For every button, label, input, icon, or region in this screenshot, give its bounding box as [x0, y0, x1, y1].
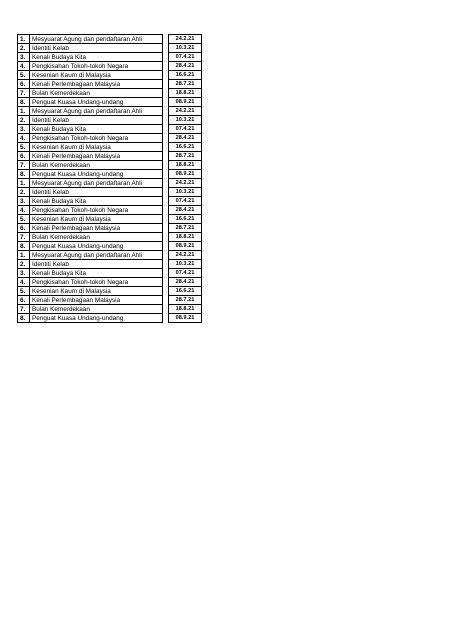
row-number-cell: 5.: [18, 71, 30, 80]
date-cell: 07.4.21: [169, 269, 202, 278]
table-row: [18, 170, 202, 179]
activity-cell: Bulan Kemerdekaan: [30, 89, 163, 98]
row-number-cell: 2.: [18, 188, 30, 197]
row-number-cell: 4.: [18, 62, 30, 71]
date-cell: 16.6.21: [169, 143, 202, 152]
row-number-cell: 1.: [18, 179, 30, 188]
table-row: [18, 53, 202, 62]
table-row: [18, 233, 202, 242]
row-number-cell: 8.: [18, 314, 30, 323]
activity-cell: Kenali Budaya Kita: [30, 53, 163, 62]
table-row: [18, 89, 202, 98]
date-cell: 18.8.21: [169, 161, 202, 170]
date-cell: 08.9.21: [169, 314, 202, 323]
row-number-cell: 2.: [18, 116, 30, 125]
activity-cell: Bulan Kemerdekaan: [30, 161, 163, 170]
row-number-cell: 6.: [18, 296, 30, 305]
activity-cell: Kenali Budaya Kita: [30, 125, 163, 134]
date-cell: 10.3.21: [169, 260, 202, 269]
activity-cell: Identiti Kelab: [30, 116, 163, 125]
activity-cell: Kenali Perlembagaan Malaysia: [30, 80, 163, 89]
table-row: [18, 71, 202, 80]
date-cell: 08.9.21: [169, 98, 202, 107]
date-cell: 28.7.21: [169, 224, 202, 233]
table-row: [18, 224, 202, 233]
date-cell: 24.2.21: [169, 35, 202, 44]
row-number-cell: 4.: [18, 278, 30, 287]
row-number-cell: 7.: [18, 89, 30, 98]
table-row: [18, 206, 202, 215]
table-row: [18, 107, 202, 116]
date-cell: 10.3.21: [169, 116, 202, 125]
table-row: [18, 161, 202, 170]
row-number-cell: 7.: [18, 233, 30, 242]
table-row: [18, 287, 202, 296]
activity-cell: Kenali Budaya Kita: [30, 269, 163, 278]
date-cell: 18.8.21: [169, 233, 202, 242]
activity-schedule-table: [17, 34, 202, 323]
date-cell: 16.6.21: [169, 215, 202, 224]
row-number-cell: 4.: [18, 134, 30, 143]
activity-cell: Identiti Kelab: [30, 44, 163, 53]
row-number-cell: 2.: [18, 260, 30, 269]
table-row: [18, 305, 202, 314]
row-number-cell: 8.: [18, 170, 30, 179]
table-row: [18, 116, 202, 125]
date-cell: 28.4.21: [169, 278, 202, 287]
table-row: [18, 44, 202, 53]
table-row: [18, 296, 202, 305]
table-row: [18, 35, 202, 44]
activity-cell: Pengkisahan Tokoh-tokoh Negara: [30, 134, 163, 143]
activity-cell: Pengkisahan Tokoh-tokoh Negara: [30, 206, 163, 215]
row-number-cell: 3.: [18, 197, 30, 206]
table-row: [18, 62, 202, 71]
table-row: [18, 134, 202, 143]
table-row: [18, 242, 202, 251]
date-cell: 24.2.21: [169, 251, 202, 260]
date-cell: 18.8.21: [169, 305, 202, 314]
table-row: [18, 197, 202, 206]
date-cell: 28.7.21: [169, 296, 202, 305]
date-cell: 08.9.21: [169, 242, 202, 251]
table-row: [18, 215, 202, 224]
date-cell: 28.4.21: [169, 62, 202, 71]
date-cell: 16.6.21: [169, 287, 202, 296]
activity-cell: Kesenian Kaum di Malaysia: [30, 71, 163, 80]
row-number-cell: 7.: [18, 305, 30, 314]
date-cell: 07.4.21: [169, 125, 202, 134]
row-number-cell: 6.: [18, 152, 30, 161]
date-cell: 07.4.21: [169, 53, 202, 62]
activity-cell: Bulan Kemerdekaan: [30, 233, 163, 242]
activity-cell: Penguat Kuasa Undang-undang: [30, 314, 163, 323]
activity-cell: Penguat Kuasa Undang-undang: [30, 242, 163, 251]
row-number-cell: 6.: [18, 80, 30, 89]
row-number-cell: 3.: [18, 53, 30, 62]
activity-cell: Mesyuarat Agung dan pendaftaran Ahli: [30, 179, 163, 188]
date-cell: 24.2.21: [169, 179, 202, 188]
row-number-cell: 7.: [18, 161, 30, 170]
activity-cell: Penguat Kuasa Undang-undang: [30, 170, 163, 179]
activity-cell: Mesyuarat Agung dan pendaftaran Ahli: [30, 107, 163, 116]
date-cell: 18.8.21: [169, 89, 202, 98]
date-cell: 28.7.21: [169, 80, 202, 89]
row-number-cell: 8.: [18, 98, 30, 107]
activity-cell: Kesenian Kaum di Malaysia: [30, 143, 163, 152]
row-number-cell: 5.: [18, 287, 30, 296]
table-row: [18, 98, 202, 107]
activity-cell: Bulan Kemerdekaan: [30, 305, 163, 314]
table-row: [18, 278, 202, 287]
date-cell: 28.7.21: [169, 152, 202, 161]
activity-cell: Kesenian Kaum di Malaysia: [30, 287, 163, 296]
table-row: [18, 125, 202, 134]
table-row: [18, 80, 202, 89]
activity-cell: Pengkisahan Tokoh-tokoh Negara: [30, 278, 163, 287]
row-number-cell: 1.: [18, 35, 30, 44]
date-cell: 16.6.21: [169, 71, 202, 80]
activity-cell: Identiti Kelab: [30, 260, 163, 269]
table-row: [18, 314, 202, 323]
date-cell: 07.4.21: [169, 197, 202, 206]
activity-cell: Mesyuarat Agung dan pendaftaran Ahli: [30, 35, 163, 44]
date-cell: 28.4.21: [169, 134, 202, 143]
activity-cell: Kenali Perlembagaan Malaysia: [30, 152, 163, 161]
activity-cell: Penguat Kuasa Undang-undang: [30, 98, 163, 107]
row-number-cell: 3.: [18, 269, 30, 278]
activity-cell: Mesyuarat Agung dan pendaftaran Ahli: [30, 251, 163, 260]
activity-cell: Kenali Budaya Kita: [30, 197, 163, 206]
row-number-cell: 4.: [18, 206, 30, 215]
activity-cell: Kesenian Kaum di Malaysia: [30, 215, 163, 224]
activity-cell: Kenali Perlembagaan Malaysia: [30, 224, 163, 233]
row-number-cell: 1.: [18, 107, 30, 116]
table-row: [18, 269, 202, 278]
table-row: [18, 143, 202, 152]
row-number-cell: 5.: [18, 215, 30, 224]
date-cell: 24.2.21: [169, 107, 202, 116]
row-number-cell: 1.: [18, 251, 30, 260]
row-number-cell: 8.: [18, 242, 30, 251]
row-number-cell: 3.: [18, 125, 30, 134]
date-cell: 10.3.21: [169, 188, 202, 197]
row-number-cell: 5.: [18, 143, 30, 152]
activity-schedule-body: [18, 35, 202, 323]
table-row: [18, 179, 202, 188]
date-cell: 28.4.21: [169, 206, 202, 215]
activity-cell: Kenali Perlembagaan Malaysia: [30, 296, 163, 305]
table-row: [18, 152, 202, 161]
row-number-cell: 6.: [18, 224, 30, 233]
activity-cell: Identiti Kelab: [30, 188, 163, 197]
table-row: [18, 188, 202, 197]
date-cell: 08.9.21: [169, 170, 202, 179]
activity-cell: Pengkisahan Tokoh-tokoh Negara: [30, 62, 163, 71]
date-cell: 10.3.21: [169, 44, 202, 53]
table-row: [18, 251, 202, 260]
table-row: [18, 260, 202, 269]
row-number-cell: 2.: [18, 44, 30, 53]
